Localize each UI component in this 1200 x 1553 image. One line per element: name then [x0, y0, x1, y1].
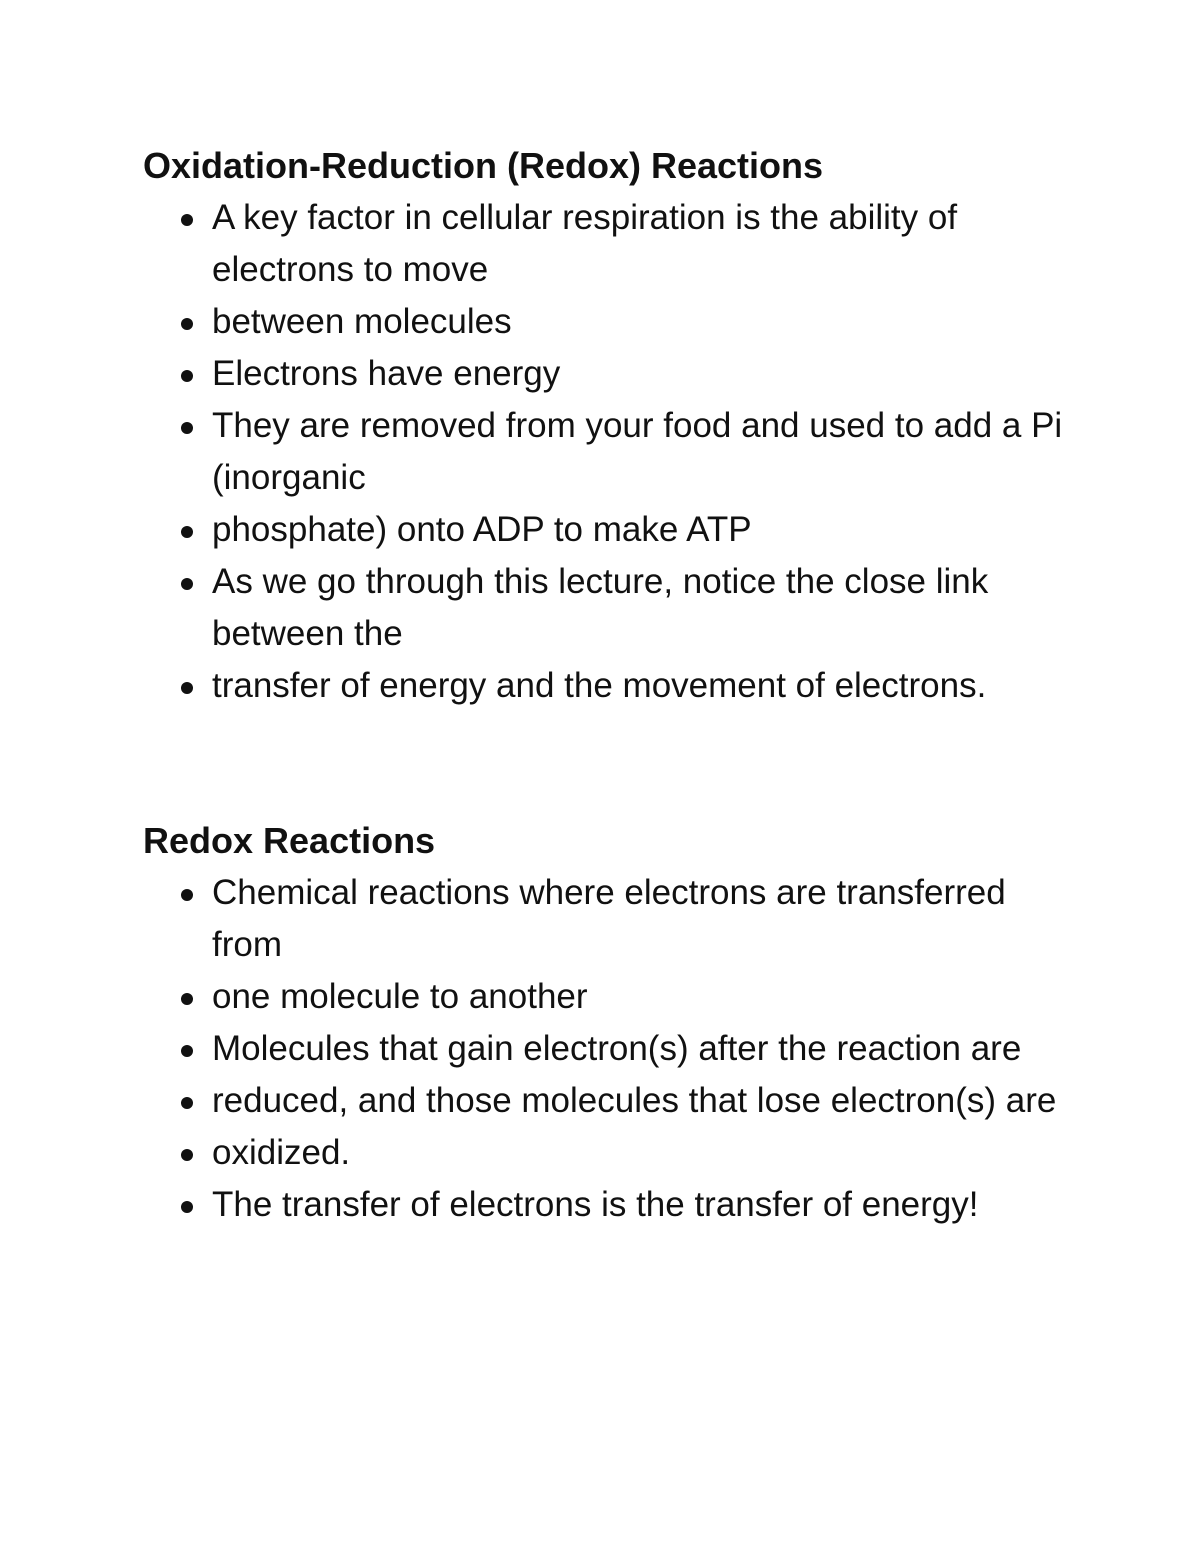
section-heading: Oxidation-Reduction (Redox) Reactions [143, 145, 824, 186]
list-item [143, 1075, 1073, 1127]
list-item-text: between molecules [212, 302, 512, 341]
list-item-text: one molecule to another [212, 977, 588, 1016]
list-item [143, 660, 1073, 712]
bullet-icon [181, 578, 193, 590]
bullet-icon [181, 526, 193, 538]
list-item [143, 400, 1073, 504]
bullet-icon [181, 682, 193, 694]
list-item [143, 867, 1073, 971]
bullet-icon [181, 318, 193, 330]
bullet-list [143, 867, 1073, 1231]
list-item [143, 1023, 1073, 1075]
list-item-text: A key factor in cellular respiration is the ability of electrons to move [212, 198, 958, 289]
section-redox-reactions [143, 815, 1073, 1231]
section-heading: Redox Reactions [143, 820, 436, 861]
bullet-icon [181, 1097, 193, 1109]
bullet-icon [181, 1045, 193, 1057]
bullet-icon [181, 1149, 193, 1161]
list-item [143, 296, 1073, 348]
list-item-text: reduced, and those molecules that lose electron(s) are [212, 1081, 1057, 1120]
list-item-text: Chemical reactions where electrons are transferred from [212, 873, 1006, 964]
list-item [143, 192, 1073, 296]
list-item-text: oxidized. [212, 1133, 351, 1172]
bullet-icon [181, 422, 193, 434]
list-item-text: Molecules that gain electron(s) after the reaction are [212, 1029, 1022, 1068]
bullet-icon [181, 889, 193, 901]
list-item-text: transfer of energy and the movement of electrons. [212, 666, 987, 705]
bullet-list [143, 192, 1073, 712]
list-item [143, 504, 1073, 556]
list-item-text: The transfer of electrons is the transfer of energy! [212, 1185, 979, 1224]
bullet-icon [181, 214, 193, 226]
list-item [143, 1179, 1073, 1231]
list-item [143, 348, 1073, 400]
list-item-text: They are removed from your food and used to add a Pi (inorganic [212, 406, 1063, 497]
list-item [143, 971, 1073, 1023]
list-item [143, 556, 1073, 660]
list-item [143, 1127, 1073, 1179]
section-redox-intro [143, 140, 1073, 712]
list-item-text: As we go through this lecture, notice the close link between the [212, 562, 989, 653]
list-item-text: Electrons have energy [212, 354, 561, 393]
bullet-icon [181, 370, 193, 382]
bullet-icon [181, 1201, 193, 1213]
list-item-text: phosphate) onto ADP to make ATP [212, 510, 752, 549]
bullet-icon [181, 993, 193, 1005]
